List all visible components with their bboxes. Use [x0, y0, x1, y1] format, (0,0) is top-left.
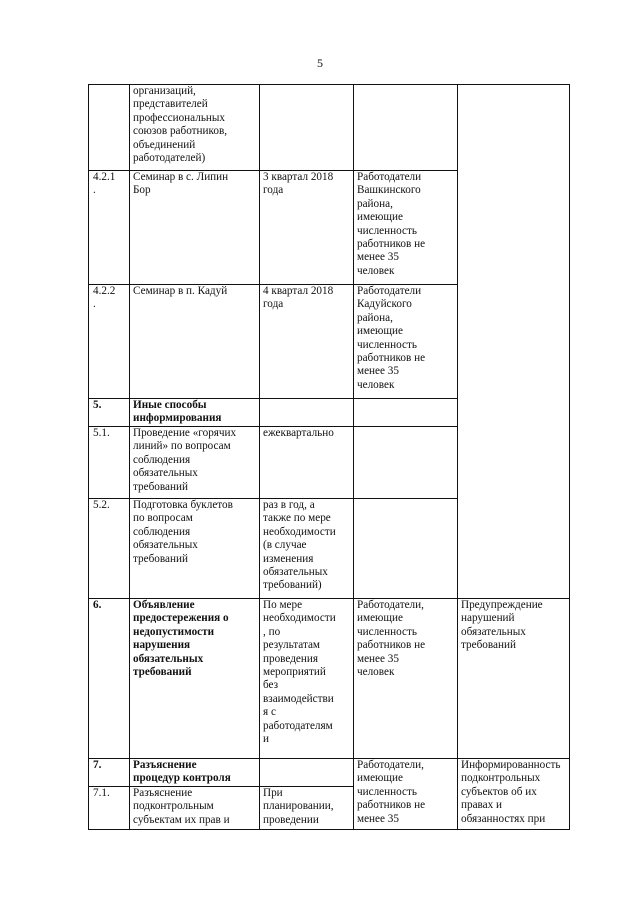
grid-line	[129, 84, 130, 830]
row-6-term: По мере необходимости , по результатам проведения мероприятий без взаимодействи я с работодателям и	[263, 599, 336, 746]
grid-line	[88, 829, 570, 830]
row-8-num: 7.1.	[93, 787, 110, 799]
grid-line	[353, 84, 354, 830]
row-1-num: 4.2.1 .	[93, 171, 116, 197]
row-6-result: Предупреждение нарушений обязательных требований	[461, 599, 543, 652]
row-3-name: Иные способы информирования	[133, 399, 222, 425]
row-5-term: раз в год, а также по мере необходимости (в случае изменения обязательных требований)	[263, 499, 336, 592]
row-8-term: При планировании, проведении	[263, 787, 334, 826]
row-4-name: Проведение «горячих линий» по вопросам соблюдения обязательных требований	[133, 427, 237, 493]
row-1-term: 3 квартал 2018 года	[263, 171, 334, 197]
row-3-num: 5.	[93, 399, 102, 411]
grid-line	[569, 84, 570, 830]
grid-line	[88, 84, 89, 830]
grid-line	[88, 284, 458, 285]
grid-line	[88, 170, 458, 171]
row-2-num: 4.2.2 .	[93, 285, 116, 311]
grid-line	[88, 498, 458, 499]
row-8-name: Разъяснение подконтрольным субъектам их прав и	[133, 787, 230, 826]
grid-line	[88, 598, 570, 599]
row-2-name: Семинар в п. Кадуй	[133, 285, 228, 297]
row-1-name: Семинар в с. Липин Бор	[133, 171, 229, 197]
row-0-target	[353, 84, 457, 170]
row-4-term: ежеквартально	[263, 427, 334, 439]
row-0-name: организаций, представителей профессиональных союзов работников, объединений работодателей)	[133, 85, 228, 165]
grid-line	[88, 426, 458, 427]
grid-line	[259, 84, 260, 830]
grid-line	[457, 84, 458, 830]
row-7-name: Разъяснение процедур контроля	[133, 759, 231, 785]
row-7-target: Работодатели, имеющие численность работников не менее 35	[357, 759, 426, 825]
grid-line	[88, 786, 354, 787]
row-7-num: 7.	[93, 759, 102, 771]
row-6-target: Работодатели, имеющие численность работников не менее 35 человек	[357, 599, 426, 679]
row-5-num: 5.2.	[93, 499, 110, 511]
row-5-name: Подготовка буклетов по вопросам соблюдения обязательных требований	[133, 499, 233, 565]
grid-line	[88, 398, 458, 399]
row-2-target: Работодатели Кадуйского района, имеющие численность работников не менее 35 человек	[357, 285, 426, 391]
row-2-term: 4 квартал 2018 года	[263, 285, 334, 311]
row-4-num: 5.1.	[93, 427, 110, 439]
row-1-target: Работодатели Вашкинского района, имеющие численность работников не менее 35 человек	[357, 171, 426, 277]
row-7-result: Информированность подконтрольных субъектов об их правах и обязанностях при	[461, 759, 561, 825]
row-0-num	[89, 84, 129, 170]
row-6-name: Объявление предостережения о недопустимости нарушения обязательных требований	[133, 599, 229, 679]
row-6-num: 6.	[93, 599, 102, 611]
page-number: 5	[317, 56, 323, 70]
grid-line	[88, 84, 570, 85]
grid-line	[88, 758, 570, 759]
row-0-term	[259, 84, 353, 170]
